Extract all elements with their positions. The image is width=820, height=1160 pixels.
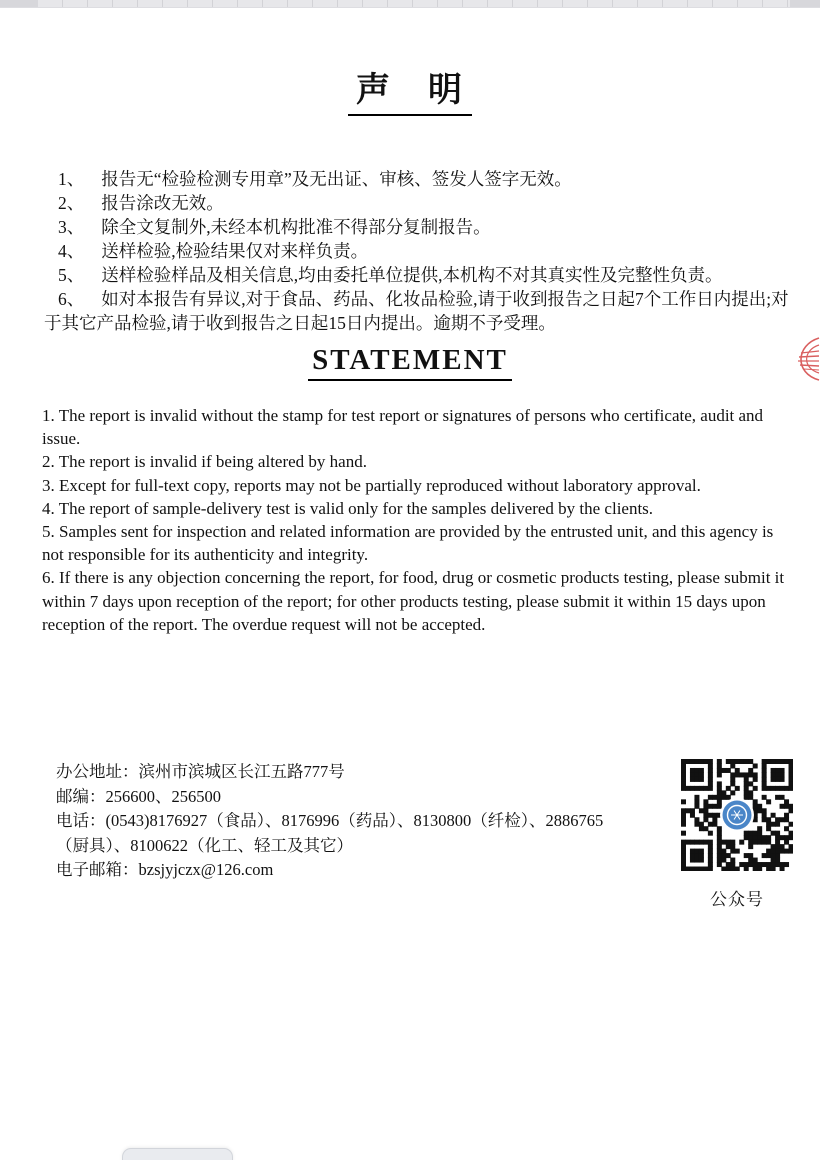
page-title-cn: 声 明 <box>348 62 472 116</box>
item-number: 6、 <box>58 289 85 309</box>
statement-item-cn-1 <box>44 167 794 191</box>
viewer-ruler <box>0 0 820 8</box>
contact-postcode: 邮编：256600、256500 <box>56 786 221 806</box>
statement-item-cn-6 <box>44 287 794 335</box>
item-number: 2、 <box>58 193 85 213</box>
statement-item-cn-5 <box>44 263 794 287</box>
statement-list-cn <box>44 167 794 335</box>
statement-item-en-2: 2. The report is invalid if being altered by hand. <box>42 452 367 472</box>
statement-item-en-4: 4. The report of sample-delivery test is valid only for the samples delivered by the clients. <box>42 498 654 518</box>
page-title-cn-wrap <box>0 62 820 116</box>
statement-item-en-6: 6. If there is any objection concerning the report, for food, drug or cosmetic products testing, please submit it within 7 days upon reception of the report; for other products testing, please submit it within 15 days upon reception of the report. The overdue request will not be accepted. <box>42 568 785 634</box>
statement-list-en <box>42 404 794 636</box>
item-text: 除全文复制外,未经本机构批准不得部分复制报告。 <box>101 217 491 237</box>
item-number: 1、 <box>58 169 85 189</box>
page-title-en: STATEMENT <box>308 344 512 381</box>
item-text: 报告无“检验检测专用章”及无出证、审核、签发人签字无效。 <box>101 169 572 189</box>
item-number: 5、 <box>58 265 85 285</box>
statement-item-en-3: 3. Except for full-text copy, reports may not be partially reproduced without laboratory approval. <box>42 475 701 495</box>
contact-info <box>56 760 676 883</box>
qr-block <box>681 759 793 910</box>
contact-phone-continued: （厨具）、8100622（化工、轻工及其它） <box>56 835 353 855</box>
item-text: 送样检验,检验结果仅对来样负责。 <box>101 241 369 261</box>
contact-address: 办公地址：滨州市滨城区长江五路777号 <box>56 762 345 781</box>
statement-item-cn-3 <box>44 215 794 239</box>
statement-item-en-1: 1. The report is invalid without the stamp for test report or signatures of persons who certificate, audit and issue. <box>42 406 764 449</box>
item-number: 3、 <box>58 217 85 237</box>
wechat-qr-code <box>681 759 793 871</box>
item-text: 如对本报告有异议,对于食品、药品、化妆品检验,请于收到报告之日起7个工作日内提出;对于其它产品检验,请于收到报告之日起15日内提出。逾期不予受理。 <box>44 289 789 333</box>
statement-item-cn-4 <box>44 239 794 263</box>
contact-phone: 电话：(0543)8176927（食品）、8176996（药品）、8130800（纤检）、2886765 <box>56 811 604 831</box>
ruler-right-end <box>790 0 820 7</box>
qr-label: 公众号 <box>710 890 764 909</box>
ruler-ticks <box>38 0 790 7</box>
item-text: 报告涂改无效。 <box>101 193 224 213</box>
bottom-toolbar-handle[interactable] <box>122 1148 233 1160</box>
ruler-left-end <box>0 0 38 7</box>
statement-item-en-5: 5. Samples sent for inspection and related information are provided by the entrusted unit, and this agency is not responsible for its authenticity and integrity. <box>42 522 774 565</box>
item-number: 4、 <box>58 241 85 261</box>
statement-item-cn-2 <box>44 191 794 215</box>
contact-email: 电子邮箱：bzsjyjczx@126.com <box>56 860 274 880</box>
page-title-en-wrap <box>0 344 820 381</box>
item-text: 送样检验样品及相关信息,均由委托单位提供,本机构不对其真实性及完整性负责。 <box>101 265 723 285</box>
